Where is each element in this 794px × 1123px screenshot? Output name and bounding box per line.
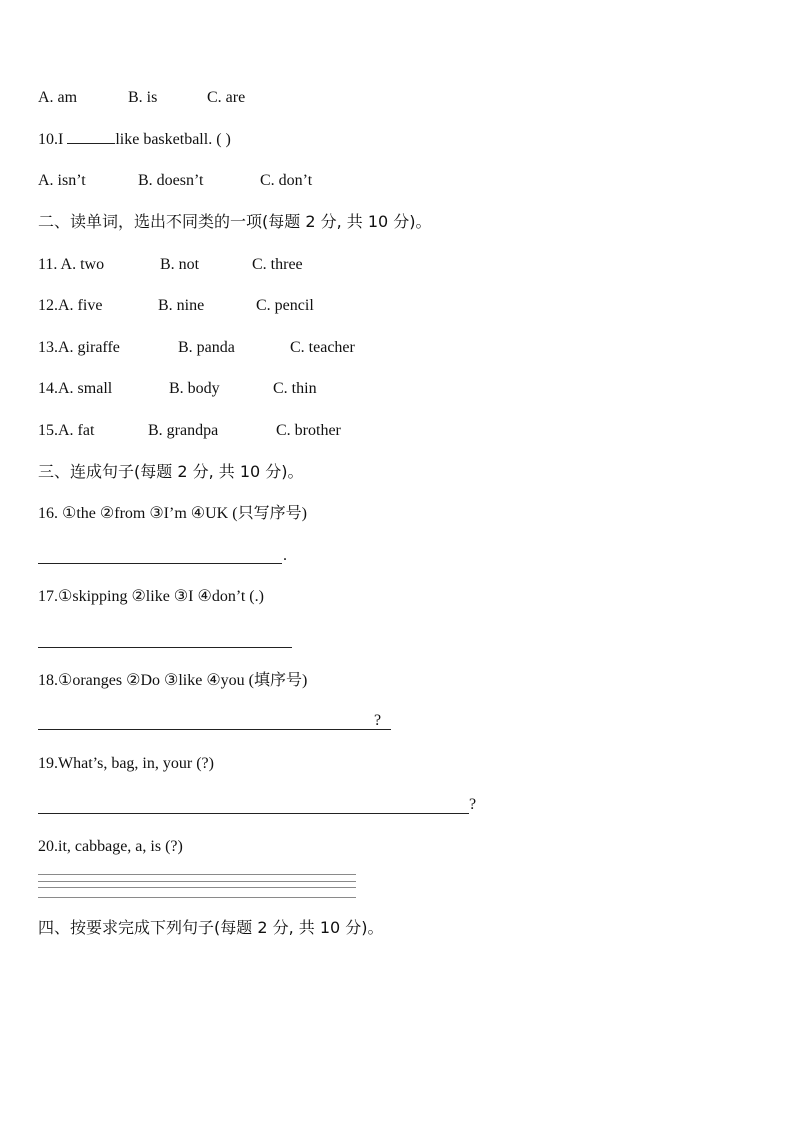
q13 (38, 338, 355, 358)
q10-blank[interactable] (67, 142, 115, 144)
q12-option-a: 12.A. five (38, 297, 103, 314)
q20-line-4 (38, 897, 356, 898)
q18-answer-line[interactable] (38, 729, 391, 730)
section-3-heading: 三、连成句子(每题 2 分, 共 10 分)。 (38, 462, 304, 481)
q13-option-a: 13.A. giraffe (38, 339, 120, 356)
q15-option-a: 15.A. fat (38, 422, 95, 439)
q17-answer-line[interactable] (38, 647, 292, 648)
q20-line-3 (38, 887, 356, 888)
q20-line-2 (38, 881, 356, 882)
q14-option-a: 14.A. small (38, 380, 113, 397)
q9-option-a: A. am (38, 89, 78, 106)
q12-option-c: C. pencil (256, 297, 314, 314)
q19-question-mark: ? (469, 796, 477, 813)
q18-question-mark: ? (374, 712, 382, 729)
q15-option-c: C. brother (276, 422, 341, 439)
q20-line-1 (38, 874, 356, 875)
q10-option-b: B. doesn’t (138, 172, 204, 189)
q9-option-c: C. are (207, 89, 246, 106)
q15-option-b: B. grandpa (148, 422, 219, 439)
q10-suffix: like basketball. ( ) (115, 131, 231, 148)
q16-prompt: 16. ①the ②from ③I’m ④UK (只写序号) (38, 505, 307, 522)
q16-period: . (283, 547, 287, 564)
q11-option-c: C. three (252, 256, 303, 273)
section-4-heading: 四、按要求完成下列句子(每题 2 分, 共 10 分)。 (38, 918, 384, 937)
q14 (38, 379, 317, 399)
q16-answer-line[interactable] (38, 563, 282, 564)
q17-prompt: 17.①skipping ②like ③I ④don’t (.) (38, 588, 264, 605)
q11-option-a: 11. A. two (38, 256, 105, 273)
q11 (38, 255, 303, 275)
q13-option-c: C. teacher (290, 339, 355, 356)
section-2-heading: 二、读单词，选出不同类的一项(每题 2 分, 共 10 分)。 (38, 212, 432, 231)
q12 (38, 296, 314, 316)
q10-option-c: C. don’t (260, 172, 313, 189)
q10-options (38, 171, 312, 191)
q18-prompt: 18.①oranges ②Do ③like ④you (填序号) (38, 672, 308, 689)
q12-option-b: B. nine (158, 297, 205, 314)
q14-option-c: C. thin (273, 380, 317, 397)
q13-option-b: B. panda (178, 339, 235, 356)
q15 (38, 421, 341, 441)
q10-question (38, 130, 231, 150)
q10-option-a: A. isn’t (38, 172, 86, 189)
q14-option-b: B. body (169, 380, 220, 397)
q10-prefix: 10.I (38, 131, 64, 148)
q19-prompt: 19.What’s, bag, in, your (?) (38, 755, 214, 772)
q9-options (38, 88, 245, 108)
q20-prompt: 20.it, cabbage, a, is (?) (38, 838, 183, 855)
q19-answer-line[interactable] (38, 813, 469, 814)
q11-option-b: B. not (160, 256, 200, 273)
q9-option-b: B. is (128, 89, 158, 106)
